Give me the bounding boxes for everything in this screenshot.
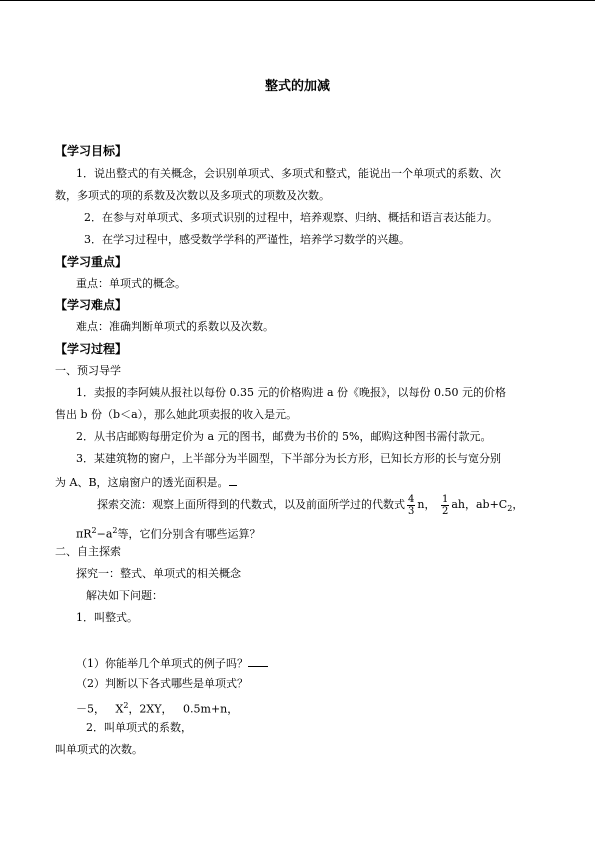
- superscript-2: 2: [112, 526, 118, 535]
- process-heading: 【学习过程】: [55, 342, 128, 356]
- expr-x-squared-base: X: [115, 702, 124, 716]
- frac1-after: n，: [417, 498, 436, 511]
- explore-line-2-rest: 等，它们分别含有哪些运算？: [117, 527, 261, 541]
- problem-2-continued: 叫单项式的次数。: [55, 743, 143, 756]
- question-3-line-2: [55, 474, 237, 490]
- goal-item-1-line-2: 数，多项式的项的系数及次数以及多项式的项数及次数。: [55, 189, 330, 202]
- answer-blank: [248, 655, 268, 667]
- solve-prompt: 解决如下问题：: [86, 589, 163, 602]
- fraction-denominator: 2: [441, 505, 449, 517]
- difficulties-heading: 【学习难点】: [55, 298, 128, 312]
- superscript-2: 2: [123, 701, 129, 710]
- superscript-2: 2: [91, 526, 97, 535]
- difficulties-text: 难点：准确判断单项式的系数以及次数。: [76, 320, 274, 333]
- problem-1-sub-1: [76, 655, 268, 671]
- expression-list: [76, 699, 238, 717]
- explore-prefix: 探索交流：观察上面所得到的代数式，以及前面所学过的代数式: [97, 498, 405, 511]
- fraction-numerator: 1: [441, 493, 449, 505]
- part2-title: 二、自主探索: [55, 545, 121, 558]
- goal-item-2: 2．在参与对单项式、多项式识别的过程中，培养观察、归纳、概括和语言表达能力。: [84, 211, 498, 224]
- key-points-heading: 【学习重点】: [55, 255, 128, 269]
- question-2: 2．从书店邮购每册定价为 a 元的图书，邮费为书价的 5%，邮购这种图书需付款元。: [76, 430, 492, 443]
- key-points-text: 重点：单项式的概念。: [76, 277, 186, 290]
- problem-1-sub-2: （2）判断以下各式哪些是单项式？: [76, 677, 248, 690]
- part1-title: 一、预习导学: [55, 364, 121, 377]
- goals-heading: 【学习目标】: [55, 144, 128, 158]
- problem-1-sub-1-text: （1）你能举几个单项式的例子吗？: [76, 657, 248, 670]
- problem-2: 2．叫单项式的系数，: [86, 721, 192, 734]
- goal-item-1-line-1: 1．说出整式的有关概念，会识别单项式、多项式和整式，能说出一个单项式的系数、次: [76, 167, 501, 180]
- question-1-line-1: 1．卖报的李阿姨从报社以每份 0.35 元的价格购进 a 份《晚报》，以每份 0.50 元的价格: [76, 386, 507, 399]
- minus-a: −a: [96, 527, 113, 541]
- top-border-line: [0, 0, 595, 1]
- fraction-denominator: 3: [408, 505, 415, 517]
- answer-blank: [229, 474, 237, 486]
- fraction-numerator: 4: [408, 493, 415, 505]
- subscript-2: 2: [507, 504, 513, 514]
- pi-symbol: π: [76, 527, 84, 541]
- r-variable: R: [83, 527, 92, 541]
- explore-line-1: [97, 492, 523, 522]
- question-1-line-2: 售出 b 份（b＜a），那么她此项卖报的收入是元。: [55, 408, 298, 421]
- explore-line-2: [76, 524, 261, 542]
- expr-minus-five: －5，: [76, 702, 105, 716]
- fraction-four-thirds: [407, 494, 415, 517]
- frac2-after: ah，ab+C: [451, 498, 508, 511]
- problem-1: 1．叫整式。: [76, 611, 138, 624]
- page-title: 整式的加减: [264, 79, 330, 94]
- expr-2xy: ，2XY，: [128, 702, 173, 716]
- expr-0-5m-n: 0.5m+n，: [183, 702, 239, 716]
- goal-item-3: 3．在学习过程中，感受数学学科的严谨性，培养学习数学的兴趣。: [84, 233, 410, 246]
- question-3-line-2-text: 为 A、B，这扇窗户的透光面积是。: [55, 476, 229, 489]
- question-3-line-1: 3．某建筑物的窗户，上半部分为半圆型，下半部分为长方形，已知长方形的长与宽分别: [76, 452, 501, 465]
- frac2-tail: ，: [512, 498, 524, 511]
- fraction-one-half: [441, 494, 449, 517]
- inquiry-1-title: 探究一：整式、单项式的相关概念: [76, 567, 241, 580]
